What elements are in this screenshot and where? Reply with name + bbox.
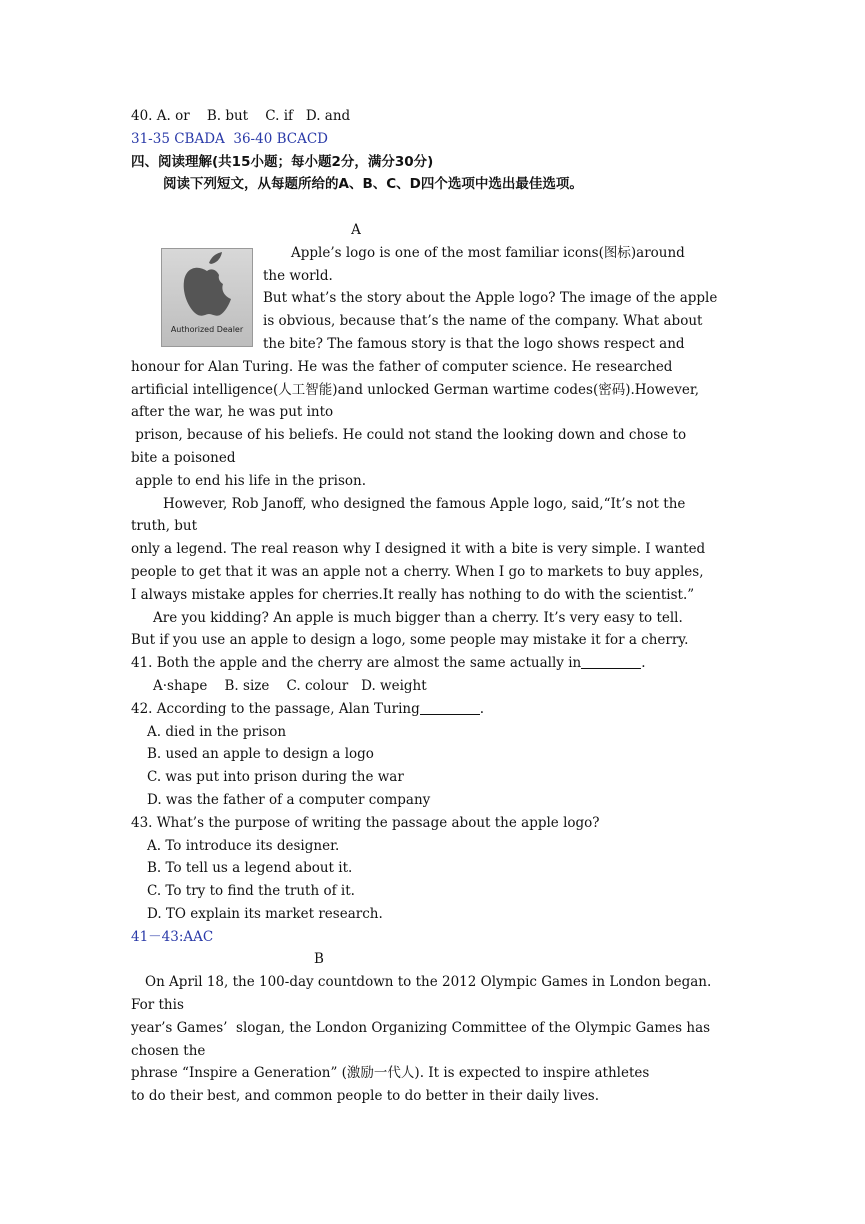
section-instructions: 阅读下列短文，从每题所给的A、B、C、D四个选项中选出最佳选项。 <box>163 176 583 193</box>
exam-page <box>131 105 733 1108</box>
question-41-options: A·shape B. size C. colour D. weight <box>153 677 427 694</box>
question-42: 42. According to the passage, Alan Turing . <box>131 700 485 717</box>
passage-a-label: A <box>351 221 361 238</box>
passage-a-line: artificial intelligence(人工智能)and unlocked German wartime codes(密码).However, <box>131 381 700 398</box>
passage-a-line: Are you kidding? An apple is much bigger than a cherry. It’s very easy to tell. <box>153 609 683 626</box>
passage-a-line: But if you use an apple to design a logo, some people may mistake it for a cherry. <box>131 632 689 649</box>
passage-a-line: people to get that it was an apple not a cherry. When I go to markets to buy apples, <box>131 563 704 580</box>
question-42-option: C. was put into prison during the war <box>147 769 404 786</box>
question-42-option: B. used an apple to design a logo <box>147 746 374 763</box>
passage-a-line: only a legend. The real reason why I designed it with a bite is very simple. I wanted <box>131 541 706 558</box>
passage-a-line: However, Rob Janoff, who designed the famous Apple logo, said,“It’s not the <box>163 495 686 512</box>
q40-options: 40. A. or B. but C. if D. and <box>131 108 351 124</box>
passage-a-line: Apple’s logo is one of the most familiar icons(图标)around <box>291 244 685 261</box>
passage-b-line: On April 18, the 100-day countdown to the 2012 Olympic Games in London began. <box>145 974 712 991</box>
answer-blank <box>420 700 480 715</box>
passage-b-line: For this <box>131 997 184 1014</box>
passage-b-line: chosen the <box>131 1042 206 1059</box>
passage-a-line: after the war, he was put into <box>131 404 334 421</box>
passage-a-line: I always mistake apples for cherries.It really has nothing to do with the scientist.” <box>131 586 695 603</box>
apple-logo-image <box>161 248 253 347</box>
passage-b-line: to do their best, and common people to do better in their daily lives. <box>131 1088 600 1105</box>
apple-logo-icon <box>162 249 252 329</box>
question-42-option: D. was the father of a computer company <box>147 791 431 808</box>
passage-b-label: B <box>314 951 324 968</box>
passage-a-line: the world. <box>263 267 333 284</box>
passage-a-line: prison, because of his beliefs. He could not stand the looking down and chose to <box>131 427 687 444</box>
answers-31-40: 31-35 CBADA 36-40 BCACD <box>131 130 328 147</box>
passage-a-line: bite a poisoned <box>131 449 236 466</box>
passage-a-line: is obvious, because that’s the name of the company. What about <box>263 313 703 330</box>
question-43-option: A. To introduce its designer. <box>147 837 340 854</box>
question-43-option: C. To try to find the truth of it. <box>147 883 355 900</box>
question-43: 43. What’s the purpose of writing the passage about the apple logo? <box>131 814 600 831</box>
question-43-option: B. To tell us a legend about it. <box>147 860 353 877</box>
section-title: 四、阅读理解(共15小题；每小题2分，满分30分) <box>131 153 434 170</box>
passage-a-line: But what’s the story about the Apple logo? The image of the apple <box>263 290 718 307</box>
passage-a-line: truth, but <box>131 518 198 535</box>
answer-blank <box>581 654 641 669</box>
passage-a-line: the bite? The famous story is that the logo shows respect and <box>263 335 685 352</box>
question-42-option: A. died in the prison <box>147 723 287 740</box>
logo-caption: Authorized Dealer <box>170 325 244 335</box>
passage-b-line: year’s Games’ slogan, the London Organizing Committee of the Olympic Games has <box>131 1019 711 1036</box>
answers-41-43: 41－43:AAC <box>131 928 214 945</box>
passage-b-line: phrase “Inspire a Generation” (激励一代人). It is expected to inspire athletes <box>131 1065 650 1082</box>
question-41: 41. Both the apple and the cherry are almost the same actually in . <box>131 655 646 672</box>
passage-a-line: honour for Alan Turing. He was the father of computer science. He researched <box>131 358 673 375</box>
passage-a-line: apple to end his life in the prison. <box>131 472 366 489</box>
question-43-option: D. TO explain its market research. <box>147 905 383 922</box>
